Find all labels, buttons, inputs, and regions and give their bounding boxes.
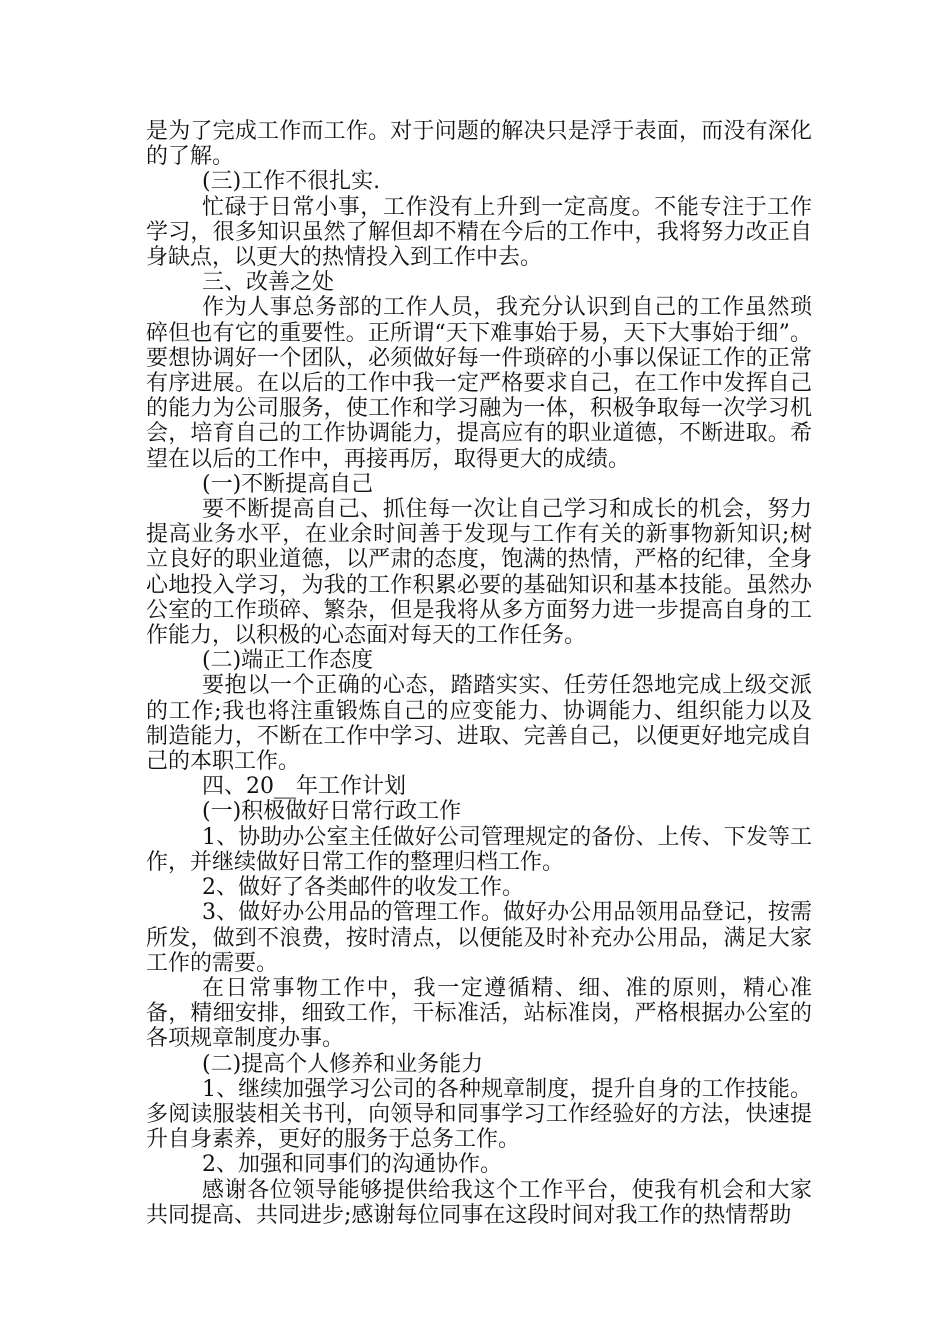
paragraph: 是为了完成工作而工作。对于问题的解决只是浮于表面，而没有深化的了解。: [146, 119, 812, 170]
section-heading: (一)不断提高自己: [202, 471, 374, 497]
section-heading: (二)端正工作态度: [202, 648, 374, 674]
list-item: 1、继续加强学习公司的各种规章制度，提升自身的工作技能。多阅读服装相关书刊，向领导和同事学习工作经验好的方法，快速提升自身素养，更好的服务于总务工作。: [146, 1076, 812, 1153]
section-heading: (三)工作不很扎实.: [202, 169, 381, 195]
paragraph: 要抱以一个正确的心态，踏踏实实、任劳任怨地完成上级交派的工作;我也将注重锻炼自己的应变能力、协调能力、组织能力以及制造能力，不断在工作中学习、进取、完善自己，以便更好地完成自己的本职工作。: [146, 673, 812, 775]
list-item: 2、做好了各类邮件的收发工作。: [202, 875, 524, 901]
list-item: 3、做好办公用品的管理工作。做好办公用品领用品登记，按需所发，做到不浪费，按时清点，以便能及时补充办公用品，满足大家工作的需要。: [146, 900, 812, 976]
section-heading: 四、20__年工作计划: [202, 774, 406, 800]
list-item: 2、加强和同事们的沟通协作。: [202, 1152, 502, 1178]
paragraph: 忙碌于日常小事，工作没有上升到一定高度。不能专注于工作学习，很多知识虽然了解但却不精在今后的工作中，我将努力改正自身缺点，以更大的热情投入到工作中去。: [146, 194, 812, 271]
paragraph: 要不断提高自己、抓住每一次让自己学习和成长的机会，努力提高业务水平，在业余时间善于发现与工作有关的新事物新知识;树立良好的职业道德，以严肃的态度，饱满的热情，严格的纪律，全身心地投入学习，为我的工作积累必要的基础知识和基本技能。虽然办公室的工作琐碎、繁杂，但是我将从多方面努力进一步提高自身的工作能力，以积极的心态面对每天的工作任务。: [146, 497, 812, 649]
section-heading: (二)提高个人修养和业务能力: [202, 1051, 484, 1077]
section-heading: 三、改善之处: [202, 270, 335, 296]
section-heading: (一)积极做好日常行政工作: [202, 799, 462, 825]
paragraph: 感谢各位领导能够提供给我这个工作平台，使我有机会和大家共同提高、共同进步;感谢每位同事在这段时间对我工作的热情帮助: [146, 1177, 812, 1228]
paragraph: 在日常事物工作中，我一定遵循精、细、准的原则，精心准备，精细安排，细致工作，干标准活，站标准岗，严格根据办公室的各项规章制度办事。: [146, 975, 812, 1052]
paragraph: 作为人事总务部的工作人员，我充分认识到自己的工作虽然琐碎但也有它的重要性。正所谓“天下难事始于易，天下大事始于细”。要想协调好一个团队，必须做好每一件琐碎的小事以保证工作的正常有序进展。在以后的工作中我一定严格要求自己，在工作中发挥自己的能力为公司服务，使工作和学习融为一体，积极争取每一次学习机会，培育自己的工作协调能力，提高应有的职业道德，不断进取。希望在以后的工作中，再接再厉，取得更大的成绩。: [146, 295, 812, 472]
document-body: [146, 119, 812, 1228]
list-item: 1、协助办公室主任做好公司管理规定的备份、上传、下发等工作，并继续做好日常工作的整理归档工作。: [146, 824, 812, 875]
